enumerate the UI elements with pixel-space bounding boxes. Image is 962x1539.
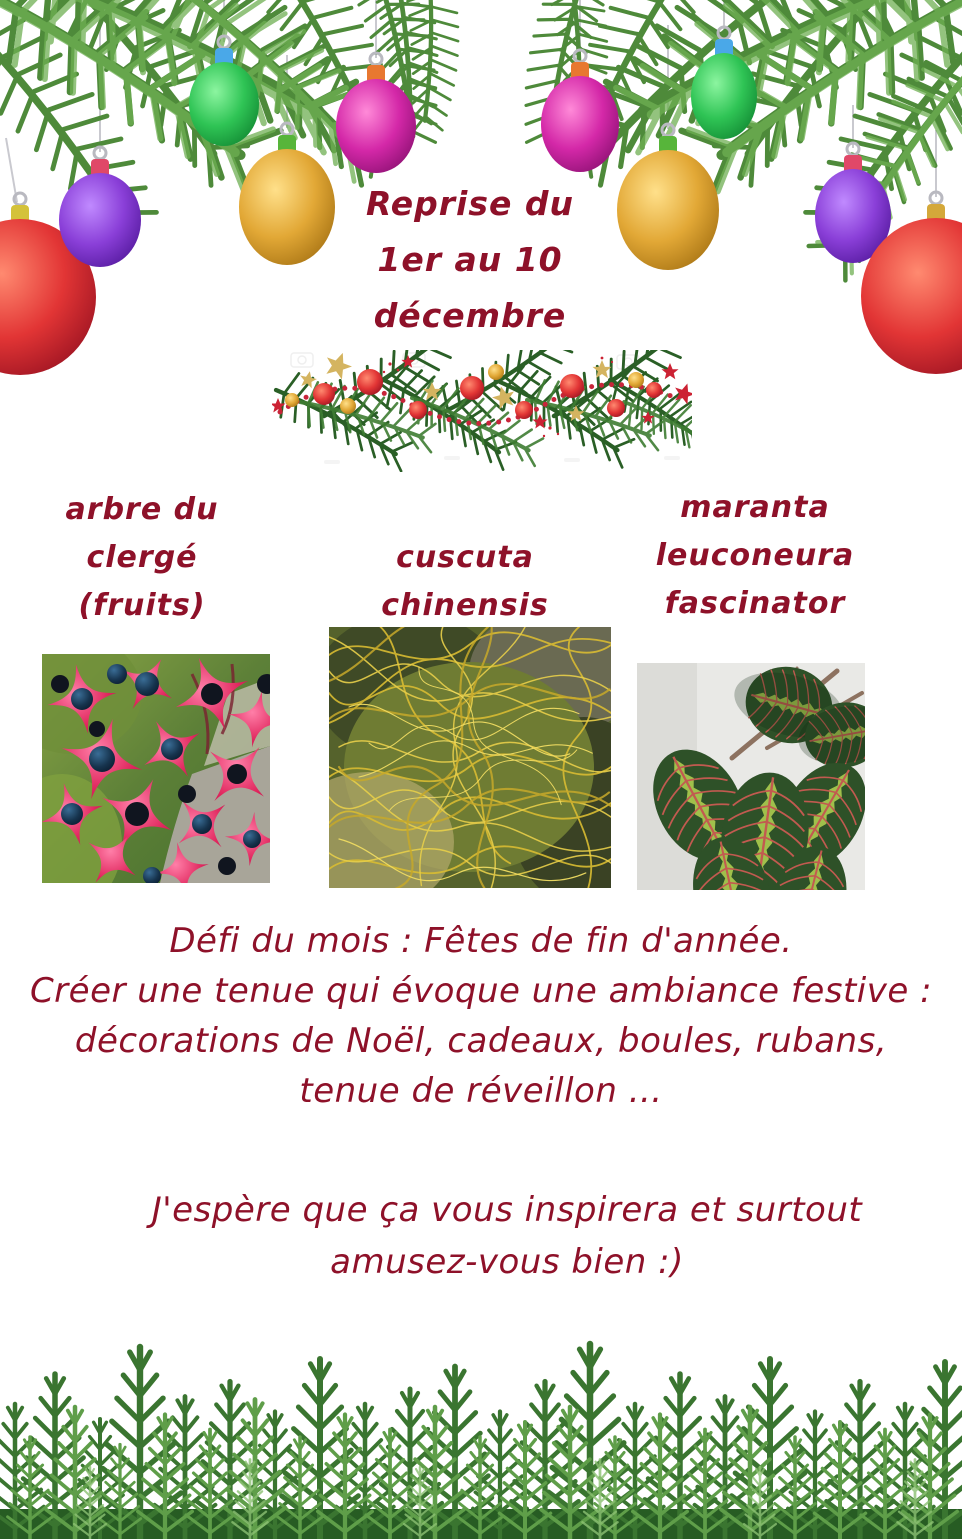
challenge-line: tenue de réveillon ... (299, 1071, 663, 1111)
plant-label-line: clergé (86, 540, 198, 575)
closing-text (56, 1184, 958, 1288)
plant-label-line: leuconeura (655, 538, 855, 573)
plant-label-line: maranta (680, 490, 830, 525)
challenge-text (0, 916, 962, 1116)
event-title (300, 176, 640, 344)
closing-line: amusez-vous bien :) (330, 1242, 684, 1282)
plant-label-line: cuscuta (396, 540, 534, 575)
plant-label-arbre-du-clerge (28, 486, 256, 630)
plant-label-line: arbre du (65, 492, 219, 527)
challenge-line: décorations de Noël, cadeaux, boules, rubans, (74, 1021, 888, 1061)
photo-maranta-leuconeura (637, 663, 865, 890)
plant-label-cuscuta-chinensis (352, 534, 578, 630)
garland-divider (272, 350, 692, 472)
photo-arbre-du-clerge-fruits (42, 654, 270, 883)
title-line: décembre (373, 296, 567, 335)
challenge-line: Créer une tenue qui évoque une ambiance festive : (29, 971, 933, 1011)
title-line: Reprise du (366, 184, 574, 223)
watermark-mark (324, 456, 680, 464)
plant-label-maranta (628, 484, 882, 628)
challenge-line: Défi du mois : Fêtes de fin d'année. (169, 921, 793, 961)
plant-label-line: chinensis (381, 588, 549, 623)
plant-label-line: fascinator (664, 586, 846, 621)
bottom-fir-border (0, 1324, 962, 1539)
closing-line: J'espère que ça vous inspirera et surtout (151, 1190, 863, 1230)
photo-cuscuta-chinensis (329, 627, 611, 888)
title-line: 1er au 10 (377, 240, 563, 279)
plant-label-line: (fruits) (78, 588, 206, 623)
